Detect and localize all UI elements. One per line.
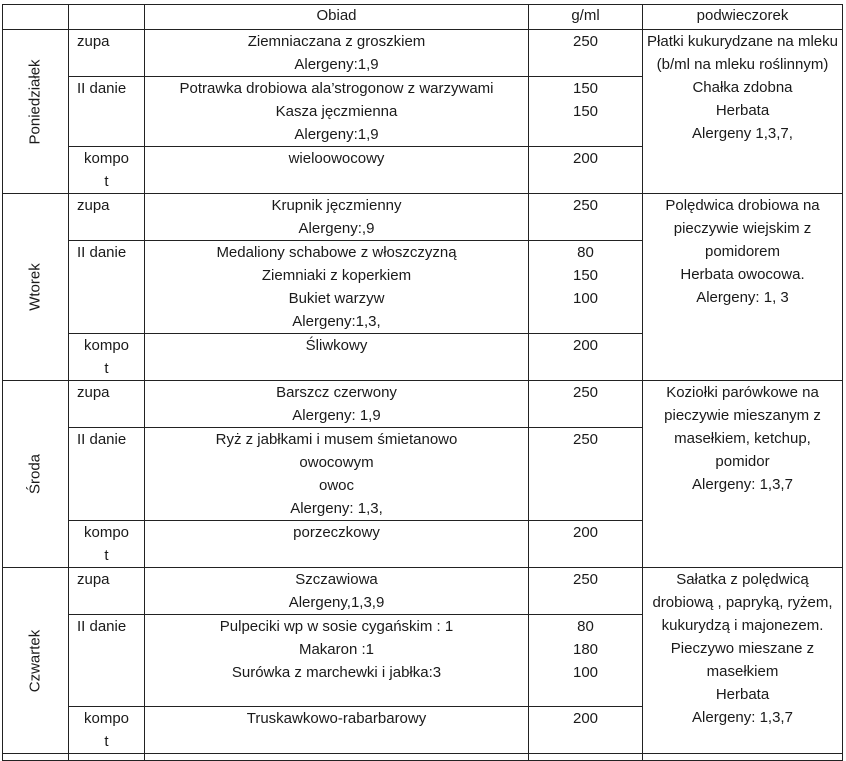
snack-line: Alergeny: 1,3,7 bbox=[692, 476, 793, 493]
category-label: II danie bbox=[77, 618, 127, 635]
table-row bbox=[3, 568, 843, 615]
day-cell bbox=[3, 194, 69, 381]
day-label: Poniedziałek bbox=[26, 58, 44, 144]
day-cell bbox=[3, 30, 69, 194]
dish-line: Krupnik jęczmienny bbox=[271, 197, 402, 214]
grams-cell bbox=[529, 568, 643, 615]
grams-cell bbox=[529, 521, 643, 568]
snack-line: Alergeny: 1, 3 bbox=[696, 289, 789, 306]
grams-cell bbox=[529, 194, 643, 241]
grams-value: 250 bbox=[572, 571, 599, 588]
dish-cell bbox=[145, 77, 529, 147]
day-cell bbox=[3, 381, 69, 568]
snack-line: Polędwica drobiowa na pieczywie wiejskim z pomidorem bbox=[665, 197, 820, 260]
table-row-trailing bbox=[3, 754, 843, 761]
dish-cell bbox=[145, 30, 529, 77]
category-cell bbox=[69, 615, 145, 707]
dish-line: Ryż z jabłkami i musem śmietanowo owocowym bbox=[215, 431, 458, 471]
dish-line: Surówka z marchewki i jabłka:3 bbox=[231, 664, 442, 681]
category-cell bbox=[69, 147, 145, 194]
dish-cell bbox=[145, 147, 529, 194]
dish-line: Truskawkowo-rabarbarowy bbox=[246, 710, 427, 727]
dish-line: owoc bbox=[318, 477, 355, 494]
dish-line: Szczawiowa bbox=[295, 571, 378, 588]
grams-value: 250 bbox=[572, 33, 599, 50]
empty-cell bbox=[145, 754, 529, 761]
dish-line: Alergeny,1,3,9 bbox=[288, 594, 385, 611]
dish-cell bbox=[145, 568, 529, 615]
grams-value: 200 bbox=[572, 710, 599, 727]
grams-value: 150 bbox=[572, 103, 599, 120]
grams-cell bbox=[529, 334, 643, 381]
grams-value: 80 bbox=[577, 618, 594, 635]
category-label: kompot bbox=[83, 524, 130, 564]
category-label: zupa bbox=[77, 33, 110, 50]
snack-line: Herbata bbox=[715, 102, 770, 119]
day-label: Czwartek bbox=[26, 629, 44, 692]
snack-line: Alergeny 1,3,7, bbox=[692, 125, 793, 142]
category-label: zupa bbox=[77, 571, 110, 588]
dish-line: Alergeny: 1,9 bbox=[292, 407, 381, 424]
dish-line: Makaron :1 bbox=[298, 641, 375, 658]
dish-cell bbox=[145, 334, 529, 381]
dish-line: Alergeny:1,9 bbox=[294, 126, 379, 143]
snack-line: Chałka zdobna bbox=[692, 79, 793, 96]
snack-cell bbox=[643, 194, 843, 381]
category-cell bbox=[69, 707, 145, 754]
table-row bbox=[3, 381, 843, 428]
snack-line: Herbata bbox=[715, 686, 770, 703]
dish-cell bbox=[145, 615, 529, 707]
grams-value: 200 bbox=[572, 150, 599, 167]
snack-line: Płatki kukurydzane na mleku (b/ml na mleku roślinnym) bbox=[647, 33, 838, 73]
empty-cell bbox=[3, 754, 69, 761]
grams-value: 200 bbox=[572, 524, 599, 541]
dish-line: Alergeny:,9 bbox=[298, 220, 375, 237]
dish-cell bbox=[145, 241, 529, 334]
grams-cell bbox=[529, 615, 643, 707]
table-row bbox=[3, 30, 843, 77]
category-label: kompot bbox=[83, 337, 130, 377]
grams-value: 200 bbox=[572, 337, 599, 354]
day-label: Środa bbox=[26, 453, 44, 495]
grams-value: 150 bbox=[572, 267, 599, 284]
grams-value: 80 bbox=[577, 244, 594, 261]
dish-line: Potrawka drobiowa ala’strogonow z warzywami bbox=[179, 80, 494, 97]
grams-cell bbox=[529, 428, 643, 521]
grams-value: 100 bbox=[572, 290, 599, 307]
category-cell bbox=[69, 30, 145, 77]
dish-line: Alergeny: 1,3, bbox=[290, 500, 383, 517]
grams-value: 150 bbox=[572, 80, 599, 97]
category-cell bbox=[69, 194, 145, 241]
grams-cell bbox=[529, 147, 643, 194]
category-label: II danie bbox=[77, 80, 127, 97]
snack-line: Sałatka z polędwicą drobiową , papryką, ryżem, kukurydzą i majonezem. Pieczywo mieszane z masełkiem bbox=[652, 571, 833, 680]
category-label: II danie bbox=[77, 244, 127, 261]
grams-value: 250 bbox=[572, 431, 599, 448]
dish-cell bbox=[145, 381, 529, 428]
grams-value: 100 bbox=[572, 664, 599, 681]
dish-line: porzeczkowy bbox=[293, 524, 380, 541]
dish-cell bbox=[145, 707, 529, 754]
empty-cell bbox=[529, 754, 643, 761]
grams-value: 250 bbox=[572, 384, 599, 401]
category-cell bbox=[69, 381, 145, 428]
category-cell bbox=[69, 77, 145, 147]
category-label: zupa bbox=[77, 384, 110, 401]
category-cell bbox=[69, 428, 145, 521]
category-cell bbox=[69, 241, 145, 334]
snack-cell bbox=[643, 568, 843, 754]
table-row bbox=[3, 194, 843, 241]
category-cell bbox=[69, 568, 145, 615]
grams-cell bbox=[529, 707, 643, 754]
dish-line: Barszcz czerwony bbox=[276, 384, 397, 401]
snack-line: Herbata owocowa. bbox=[680, 266, 805, 283]
snack-line: Alergeny: 1,3,7 bbox=[692, 709, 793, 726]
category-label: kompot bbox=[83, 150, 130, 190]
day-cell bbox=[3, 568, 69, 754]
dish-line: Kasza jęczmienna bbox=[275, 103, 398, 120]
dish-cell bbox=[145, 194, 529, 241]
dish-line: Pulpeciki wp w sosie cygańskim : 1 bbox=[219, 618, 454, 635]
header-day bbox=[3, 5, 69, 30]
snack-cell bbox=[643, 30, 843, 194]
header-gml: g/ml bbox=[529, 5, 643, 30]
category-label: II danie bbox=[77, 431, 127, 448]
dish-line: Śliwkowy bbox=[305, 337, 368, 354]
category-cell bbox=[69, 521, 145, 568]
dish-line: Bukiet warzyw bbox=[288, 290, 385, 307]
dish-line: Alergeny:1,3, bbox=[292, 313, 381, 330]
grams-cell bbox=[529, 77, 643, 147]
snack-cell bbox=[643, 381, 843, 568]
menu-body bbox=[3, 30, 843, 761]
menu-table bbox=[2, 4, 843, 761]
dish-line: Ziemniaczana z groszkiem bbox=[247, 33, 426, 50]
category-label: zupa bbox=[77, 197, 110, 214]
dish-line: Alergeny:1,9 bbox=[294, 56, 379, 73]
snack-line: Koziołki parówkowe na pieczywie mieszanym z masełkiem, ketchup, pomidor bbox=[664, 384, 821, 470]
dish-line: Medaliony schabowe z włoszczyzną bbox=[216, 244, 457, 261]
grams-value: 250 bbox=[572, 197, 599, 214]
dish-line: Ziemniaki z koperkiem bbox=[261, 267, 412, 284]
header-row bbox=[3, 5, 843, 30]
grams-value: 180 bbox=[572, 641, 599, 658]
grams-cell bbox=[529, 241, 643, 334]
dish-line: wieloowocowy bbox=[288, 150, 385, 167]
dish-cell bbox=[145, 428, 529, 521]
grams-cell bbox=[529, 381, 643, 428]
header-obiad: Obiad bbox=[145, 5, 529, 30]
day-label: Wtorek bbox=[26, 263, 44, 311]
category-cell bbox=[69, 334, 145, 381]
empty-cell bbox=[643, 754, 843, 761]
header-podwieczorek: podwieczorek bbox=[643, 5, 843, 30]
grams-cell bbox=[529, 30, 643, 77]
dish-cell bbox=[145, 521, 529, 568]
category-label: kompot bbox=[83, 710, 130, 750]
empty-cell bbox=[69, 754, 145, 761]
header-category bbox=[69, 5, 145, 30]
